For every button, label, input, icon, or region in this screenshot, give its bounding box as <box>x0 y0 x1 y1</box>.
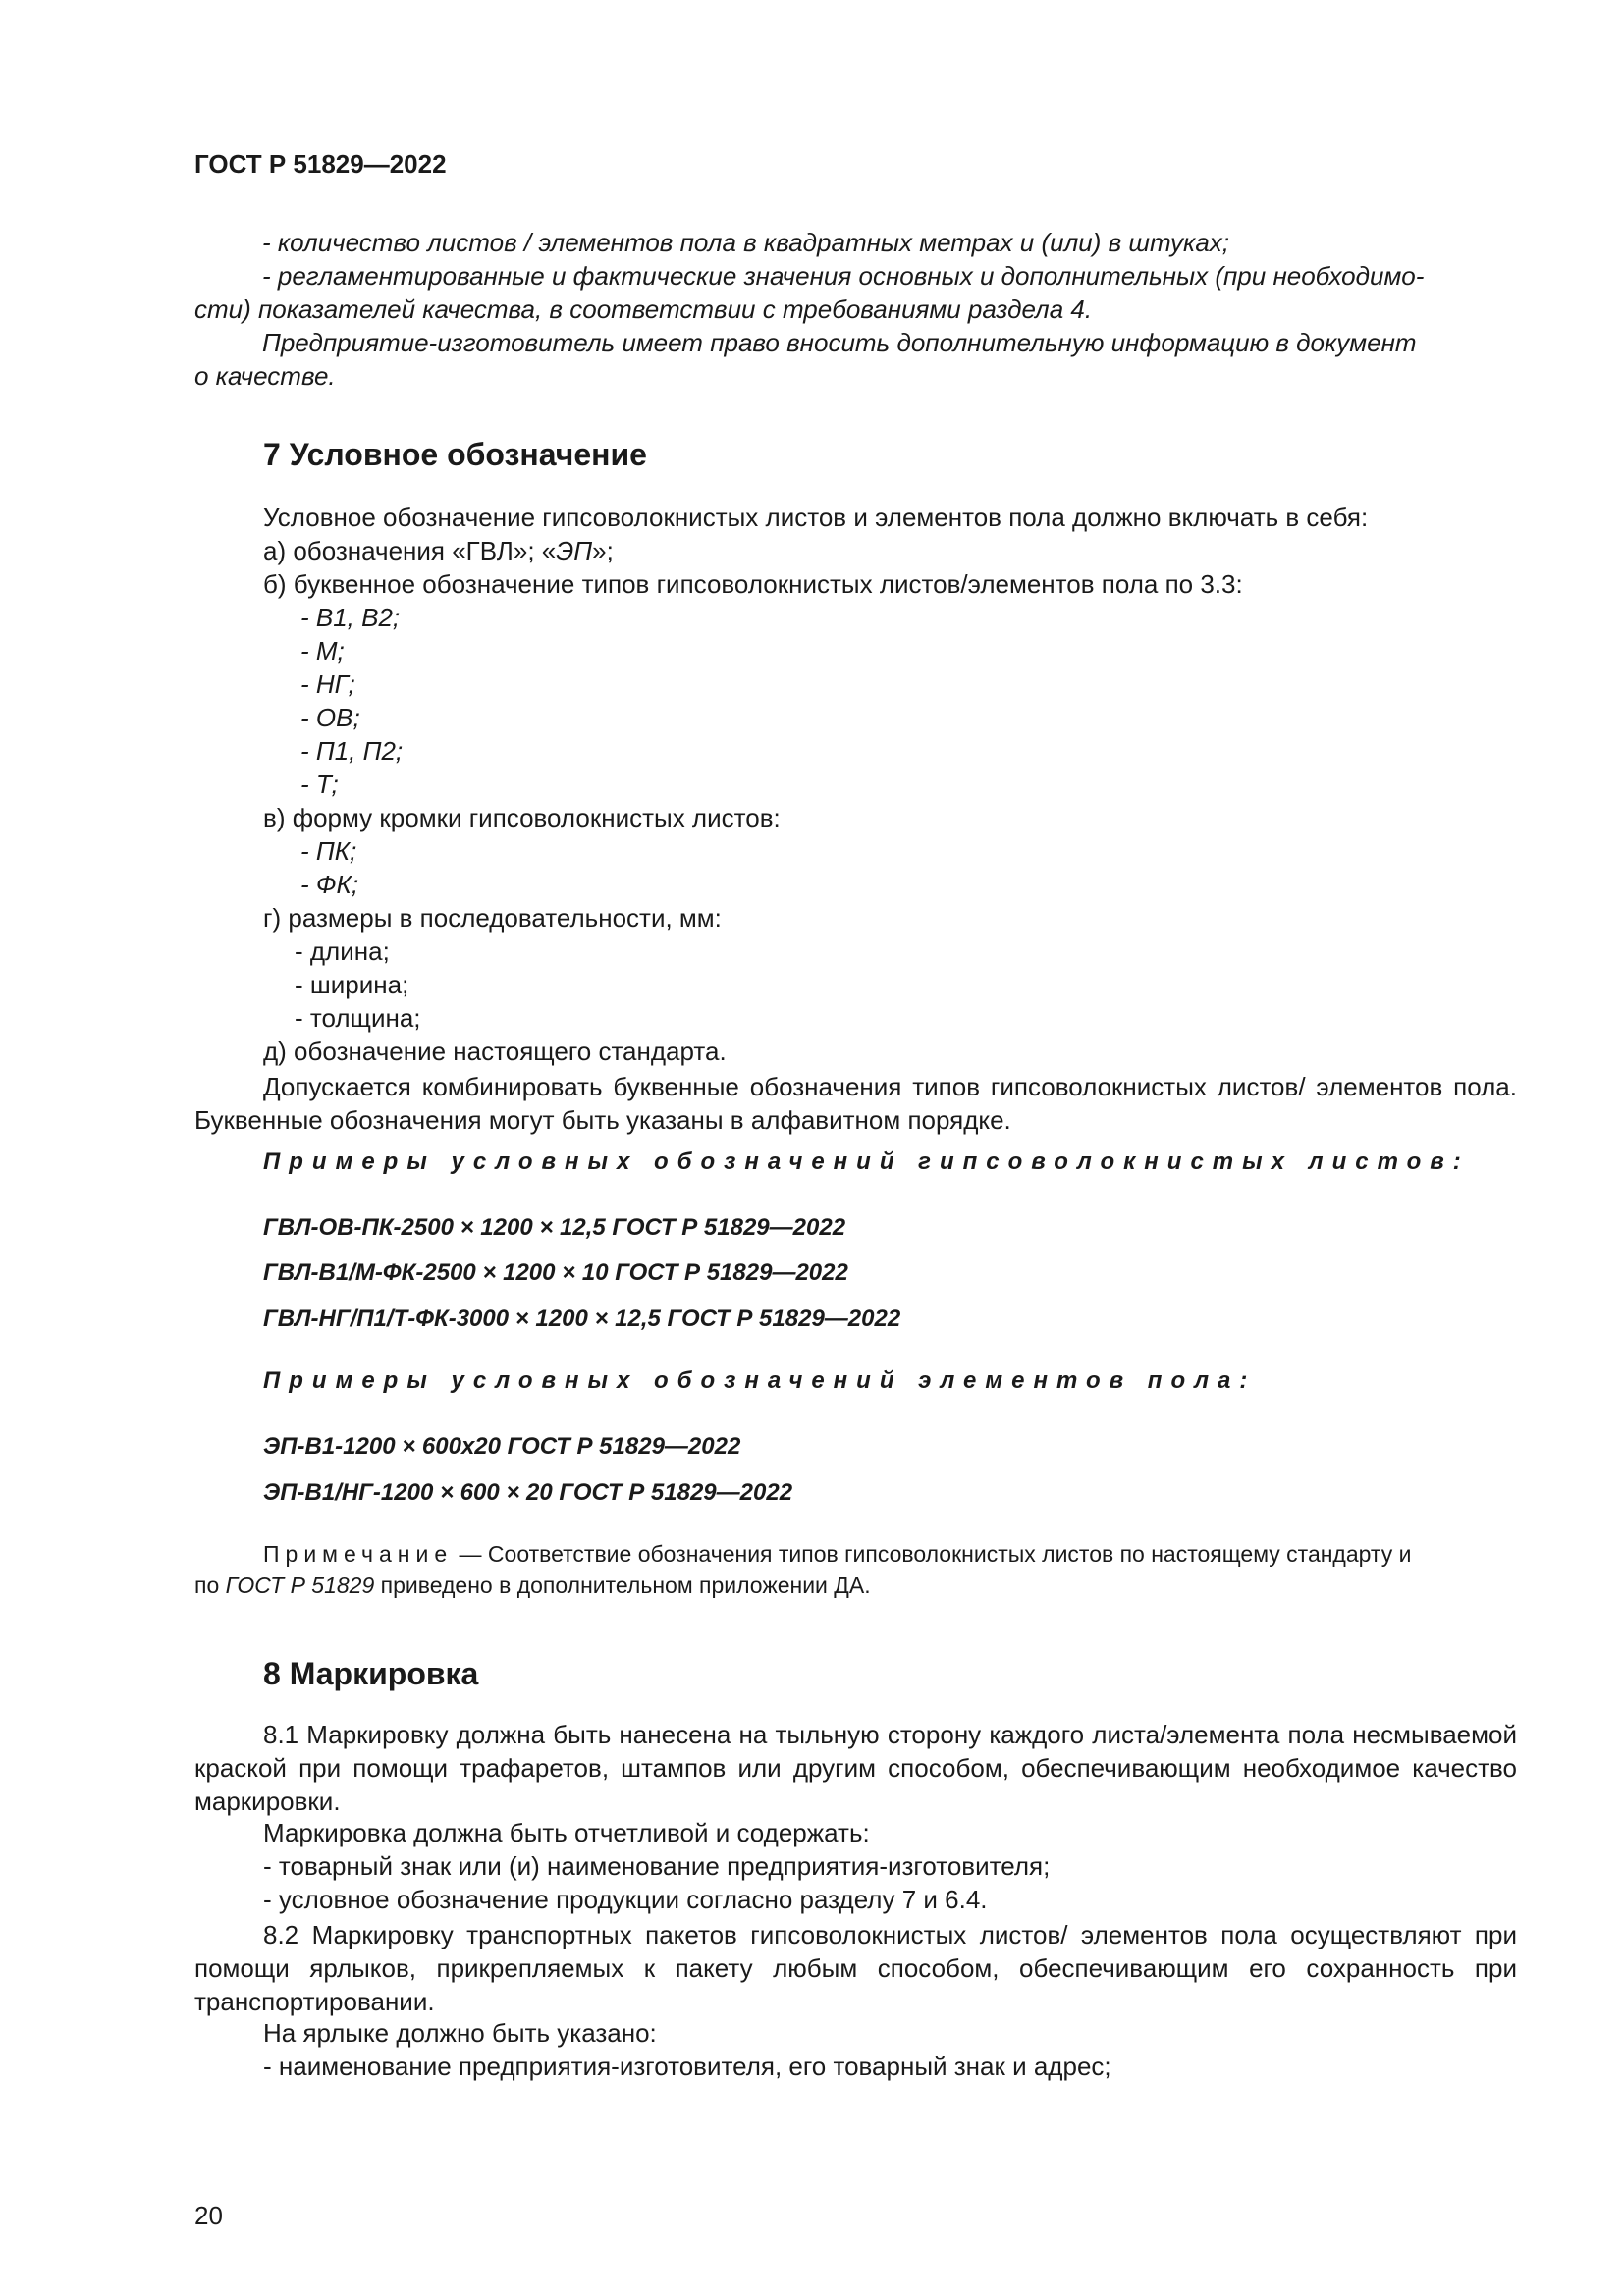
page-number: 20 <box>194 2201 223 2230</box>
section-8-title: 8 Маркировка <box>263 1656 479 1691</box>
section-7-intro: Условное обозначение гипсоволокнистых листов и элементов пола должно включать в себя: <box>263 503 1369 532</box>
note-line-1: Примечание — Соответствие обозначения типов гипсоволокнистых листов по настоящему стандарту и <box>263 1541 1412 1567</box>
section-7-title: 7 Условное обозначение <box>263 437 647 472</box>
marking-item: - товарный знак или (и) наименование предприятия-изготовителя; <box>263 1851 1051 1881</box>
label-content-intro: На ярлыке должно быть указано: <box>263 2018 657 2048</box>
dim-item: - ширина; <box>295 970 409 999</box>
dim-item: - толщина; <box>295 1003 421 1033</box>
marking-content-intro: Маркировка должна быть отчетливой и содержать: <box>263 1818 870 1847</box>
example-sheet: ГВЛ-НГ/П1/Т-ФК-3000 × 1200 × 12,5 ГОСТ Р 51829—2022 <box>263 1306 901 1332</box>
edge-item: - ПК; <box>300 836 357 866</box>
example-floor: ЭП-В1/НГ-1200 × 600 × 20 ГОСТ Р 51829—2022 <box>263 1479 793 1506</box>
note-line-2: по ГОСТ Р 51829 приведено в дополнительном приложении ДА. <box>194 1573 871 1598</box>
label-item: - наименование предприятия-изготовителя, его товарный знак и адрес; <box>263 2052 1111 2081</box>
example-sheet: ГВЛ-В1/М-ФК-2500 × 1200 × 10 ГОСТ Р 51829—2022 <box>263 1259 848 1286</box>
examples-sheets-title: Примеры условных обозначений гипсоволокнистых листов: <box>263 1148 1470 1175</box>
note-label: Примечание <box>263 1541 454 1567</box>
item-v: в) форму кромки гипсоволокнистых листов: <box>263 803 781 832</box>
item-b: б) буквенное обозначение типов гипсоволокнистых листов/элементов пола по 3.3: <box>263 569 1243 599</box>
example-sheet: ГВЛ-ОВ-ПК-2500 × 1200 × 12,5 ГОСТ Р 51829—2022 <box>263 1214 846 1241</box>
intro-line-2-cont: сти) показателей качества, в соответствии с требованиями раздела 4. <box>194 294 1093 324</box>
dim-item: - длина; <box>295 936 390 966</box>
item-d: д) обозначение настоящего стандарта. <box>263 1037 727 1066</box>
paragraph-8-2: 8.2 Маркировку транспортных пакетов гипсоволокнистых листов/ элементов пола осуществляют при помощи ярлыков, прикрепляемых к пакету любым способом, обеспечивающим его сохранность при транспортировании. <box>194 1920 1517 2016</box>
intro-line-1: - количество листов / элементов пола в квадратных метрах и (или) в штуках; <box>262 228 1230 257</box>
type-item: - ОВ; <box>300 703 360 732</box>
item-g: г) размеры в последовательности, мм: <box>263 903 722 933</box>
combination-paragraph: Допускается комбинировать буквенные обозначения типов гипсоволокнистых листов/ элементов пола. Буквенные обозначения могут быть указаны в алфавитном порядке. <box>194 1072 1517 1135</box>
item-a: а) обозначения «ГВЛ»; «ЭП»; <box>263 536 614 565</box>
type-item: - НГ; <box>300 669 355 699</box>
type-item: - П1, П2; <box>300 736 404 766</box>
examples-floor-title: Примеры условных обозначений элементов пола: <box>263 1367 1257 1394</box>
intro-line-3-cont: о качестве. <box>194 361 336 391</box>
intro-line-3: Предприятие-изготовитель имеет право вносить дополнительную информацию в документ <box>262 328 1417 357</box>
type-item: - М; <box>300 636 345 666</box>
type-item: - Т; <box>300 770 339 799</box>
marking-item: - условное обозначение продукции согласно разделу 7 и 6.4. <box>263 1885 988 1914</box>
type-item: - В1, В2; <box>300 603 401 632</box>
edge-item: - ФК; <box>300 870 359 899</box>
intro-line-2: - регламентированные и фактические значения основных и дополнительных (при необходимо- <box>262 261 1425 291</box>
example-floor: ЭП-В1-1200 × 600х20 ГОСТ Р 51829—2022 <box>263 1433 741 1460</box>
document-header: ГОСТ Р 51829—2022 <box>194 149 447 179</box>
paragraph-8-1: 8.1 Маркировку должна быть нанесена на тыльную сторону каждого листа/элемента пола несмываемой краской при помощи трафаретов, штампов или другим способом, обеспечивающим необходимое качество маркировки. <box>194 1720 1517 1816</box>
